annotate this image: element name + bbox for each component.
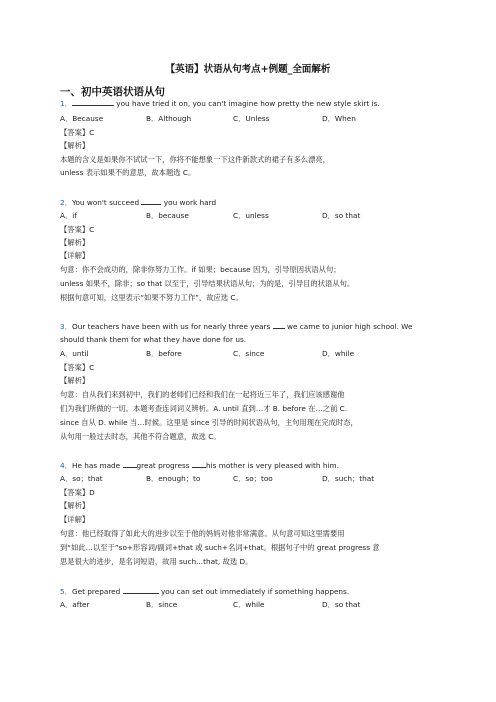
question-1-stem: 1． you have tried it on, you can't imagine how pretty the new style skirt is. xyxy=(60,99,380,108)
answer-label: 【答案】C xyxy=(60,363,95,372)
explanation-text: unless 表示如果不的意思，故本题选 C。 xyxy=(60,168,196,177)
answer-label: 【答案】C xyxy=(60,128,95,137)
option-b: B．since xyxy=(146,600,178,609)
detail-label: 【详解】 xyxy=(60,515,90,524)
answer-blank xyxy=(123,460,137,468)
option-c: C．so；too xyxy=(233,474,273,483)
answer-label: 【答案】D xyxy=(60,488,95,497)
option-d: D．so that xyxy=(322,600,361,609)
option-d: D．When xyxy=(322,114,356,123)
question-5-stem: 5．Get prepared you can set out immediately if something happens. xyxy=(60,587,350,596)
question-number: 5． xyxy=(60,587,72,596)
option-a: A．if xyxy=(60,211,77,220)
option-a: A．until xyxy=(60,349,89,358)
option-d: D．such；that xyxy=(322,474,375,483)
question-number: 4． xyxy=(60,461,72,470)
explain-label: 【解析】 xyxy=(60,141,90,150)
option-d: D．so that xyxy=(322,211,361,220)
explanation-text: 从句用一般过去时态，其他不符合题意，故选 C。 xyxy=(60,432,221,441)
option-b: B．before xyxy=(146,349,182,358)
answer-blank xyxy=(123,586,159,594)
explain-label: 【解析】 xyxy=(60,501,90,510)
option-c: C．Unless xyxy=(233,114,270,123)
option-a: A．after xyxy=(60,600,90,609)
answer-blank xyxy=(141,197,161,205)
option-c: C．unless xyxy=(233,211,269,220)
option-c: C．while xyxy=(233,600,265,609)
detail-label: 【详解】 xyxy=(60,251,90,260)
option-b: B．enough；to xyxy=(146,474,201,483)
explanation-text: 根据句意可知，这里表示“如果不努力工作”，故应选 C。 xyxy=(60,293,243,302)
option-b: B．because xyxy=(146,211,189,220)
explanation-text: 思是很大的进步，是名词短语，故用 such...that, 故选 D。 xyxy=(60,557,253,566)
page-title: 【英语】状语从句考点+例题_全面解析 xyxy=(165,64,331,75)
question-3-stem: 3．Our teachers have been with us for nearly three years we came to junior high school. We xyxy=(60,322,413,331)
explanation-text: since 自从 D. while 当…时候。这里是 since 引导的时间状语从句，主句用现在完成时态， xyxy=(60,418,358,427)
question-4-stem: 4．He has made great progress his mother is very pleased with him. xyxy=(60,461,339,470)
explanation-text: 句意：他已经取得了如此大的进步以至于他的妈妈对他非常满意。从句意可知这里需要用 xyxy=(60,529,345,538)
explain-label: 【解析】 xyxy=(60,376,90,385)
answer-blank xyxy=(273,321,285,329)
question-number: 3． xyxy=(60,322,72,331)
answer-label: 【答案】C xyxy=(60,225,95,234)
explanation-text: 们为我们所做的一切。本题考查连词词义辨析。A. until 直到…才 B. before 在…之前 C. xyxy=(60,404,348,413)
explanation-text: 本题的含义是如果你不试试一下，你将不能想象一下这件新款式的裙子有多么漂亮， xyxy=(60,155,330,164)
option-b: B．Although xyxy=(146,114,192,123)
explanation-text: 到“如此…以至于”so+形容词/副词+that 或 such+名词+that。根据句子中的 great progress 意 xyxy=(60,543,380,552)
explanation-text: 句意：自从我们来到初中，我们的老师们已经和我们在一起将近三年了，我们应该感谢他 xyxy=(60,390,345,399)
answer-blank xyxy=(72,98,114,106)
option-c: C．since xyxy=(233,349,265,358)
section-heading: 一、初中英语状语从句 xyxy=(60,86,165,98)
explanation-text: unless 如果不，除非；so that 以至于，引导结果状语从句；为的是，引导目的状语从句。 xyxy=(60,279,355,288)
option-a: A．Because xyxy=(60,114,104,123)
question-2-stem: 2．You won't succeed you work hard xyxy=(60,198,217,207)
option-a: A．so；that xyxy=(60,474,103,483)
question-number: 2． xyxy=(60,198,72,207)
question-3-stem-cont: should thank them for what they have done for us. xyxy=(60,335,247,344)
option-d: D．while xyxy=(322,349,355,358)
explain-label: 【解析】 xyxy=(60,238,90,247)
answer-blank xyxy=(192,460,206,468)
question-number: 1． xyxy=(60,99,72,108)
explanation-text: 句意：你不会成功的，除非你努力工作。if 如果；because 因为，引导原因状语从句； xyxy=(60,265,341,274)
